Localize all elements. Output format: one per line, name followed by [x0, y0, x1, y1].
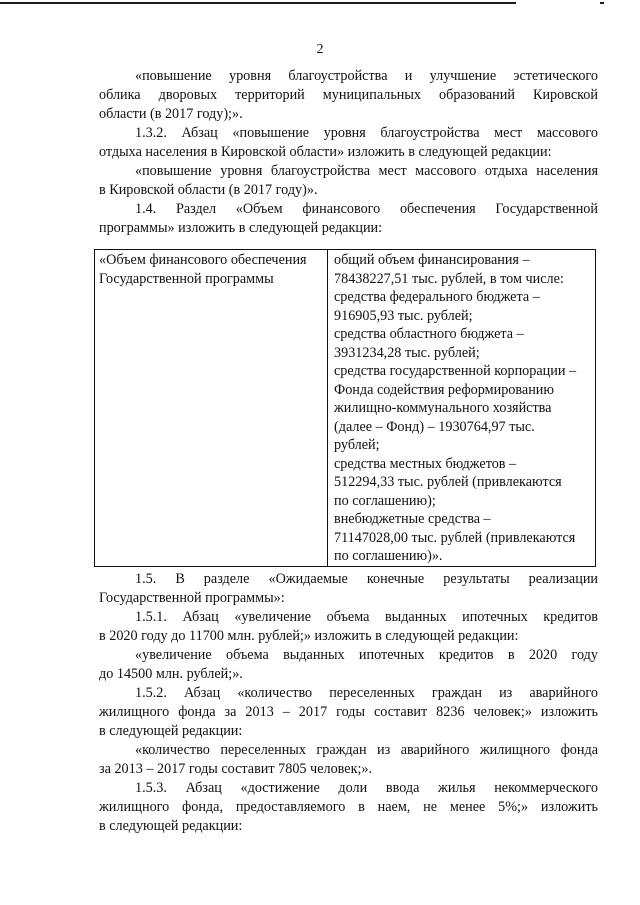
- cell-line: средства областного бюджета –: [334, 326, 524, 342]
- cell-line: общий объем финансирования –: [334, 252, 530, 268]
- text-line: отдыха населения в Кировской области» изложить в следующей редакции:: [99, 144, 552, 160]
- paragraph-1-5-2: [99, 684, 598, 741]
- text-line: в следующей редакции:: [99, 723, 243, 739]
- cell-line: рублей;: [334, 437, 380, 453]
- text-line: облика дворовых территорий муниципальных образований Кировской: [99, 87, 598, 103]
- paragraph-1-5: [99, 570, 598, 608]
- paragraph-1-5-1: [99, 608, 598, 646]
- text-line: «количество переселенных граждан из аварийного жилищного фонда: [135, 742, 598, 758]
- cell-line: средства местных бюджетов –: [334, 455, 517, 472]
- paragraph-resettled-quote: [99, 741, 598, 779]
- text-line: до 14500 млн. рублей;».: [99, 666, 243, 682]
- text-line: в следующей редакции:: [99, 818, 243, 834]
- text-line: 1.5.3. Абзац «достижение доли ввода жилья некоммерческого: [135, 780, 598, 796]
- text-line: жилищного фонда, предоставляемого в наем, не менее 5%;» изложить: [99, 799, 598, 815]
- cell-line: 3931234,28 тыс. рублей;: [334, 344, 480, 361]
- text-line: в 2020 году до 11700 млн. рублей;» изложить в следующей редакции:: [99, 628, 519, 644]
- cell-line: 916905,93 тыс. рублей;: [334, 307, 473, 324]
- table-cell-label: [95, 250, 328, 567]
- financing-table: [94, 249, 596, 567]
- cell-line: по соглашению)».: [334, 548, 443, 564]
- cell-line: внебюджетные средства –: [334, 511, 491, 527]
- page-number: 2: [316, 42, 324, 57]
- table-cell-value: [328, 250, 596, 567]
- text-line: 1.4. Раздел «Объем финансового обеспечения Государственной: [135, 201, 598, 217]
- text-line: в Кировской области (в 2017 году)».: [99, 182, 318, 198]
- text-line: за 2013 – 2017 годы составит 7805 человек;».: [99, 761, 373, 777]
- cell-line: средства федерального бюджета –: [334, 289, 540, 305]
- text-line: «повышение уровня благоустройства и улучшение эстетического: [135, 68, 598, 84]
- text-line: 1.5.1. Абзац «увеличение объема выданных ипотечных кредитов: [135, 609, 598, 625]
- paragraph-1-3-2: [99, 124, 598, 162]
- text-line: области (в 2017 году);».: [99, 106, 243, 122]
- cell-line: 78438227,51 тыс. рублей, в том числе:: [334, 270, 564, 287]
- cell-line: средства государственной корпорации –: [334, 363, 577, 379]
- cell-line: по соглашению);: [334, 492, 436, 509]
- text-line: 1.3.2. Абзац «повышение уровня благоустройства мест массового: [135, 125, 598, 141]
- cell-line: «Объем финансового обеспечения: [99, 252, 307, 268]
- cell-line: 512294,33 тыс. рублей (привлекаются: [334, 474, 562, 490]
- table-row: [95, 250, 596, 567]
- paragraph-mortgage-quote: [99, 646, 598, 684]
- paragraph-recreation-quote: [99, 162, 598, 200]
- text-line: программы» изложить в следующей редакции:: [99, 220, 383, 236]
- cell-line: 71147028,00 тыс. рублей (привлекаются: [334, 529, 576, 546]
- paragraph-landscaping-quote: [99, 67, 598, 124]
- scan-border-line: [0, 2, 516, 4]
- paragraph-1-5-3: [99, 779, 598, 836]
- cell-line: Государственной программы: [99, 270, 274, 287]
- text-line: «повышение уровня благоустройства мест массового отдыха населения: [135, 163, 598, 179]
- text-line: «увеличение объема выданных ипотечных кредитов в 2020 году: [135, 647, 598, 663]
- text-line: 1.5.2. Абзац «количество переселенных граждан из аварийного: [135, 685, 598, 701]
- cell-line: жилищно-коммунального хозяйства: [334, 400, 552, 416]
- paragraph-1-4: [99, 200, 598, 238]
- text-line: жилищного фонда за 2013 – 2017 годы составит 8236 человек;» изложить: [99, 704, 598, 720]
- scan-border-mark: [600, 2, 604, 4]
- text-line: Государственной программы»:: [99, 590, 285, 606]
- cell-line: Фонда содействия реформированию: [334, 381, 554, 398]
- text-line: 1.5. В разделе «Ожидаемые конечные результаты реализации: [135, 571, 598, 587]
- cell-line: (далее – Фонд) – 1930764,97 тыс.: [334, 418, 535, 435]
